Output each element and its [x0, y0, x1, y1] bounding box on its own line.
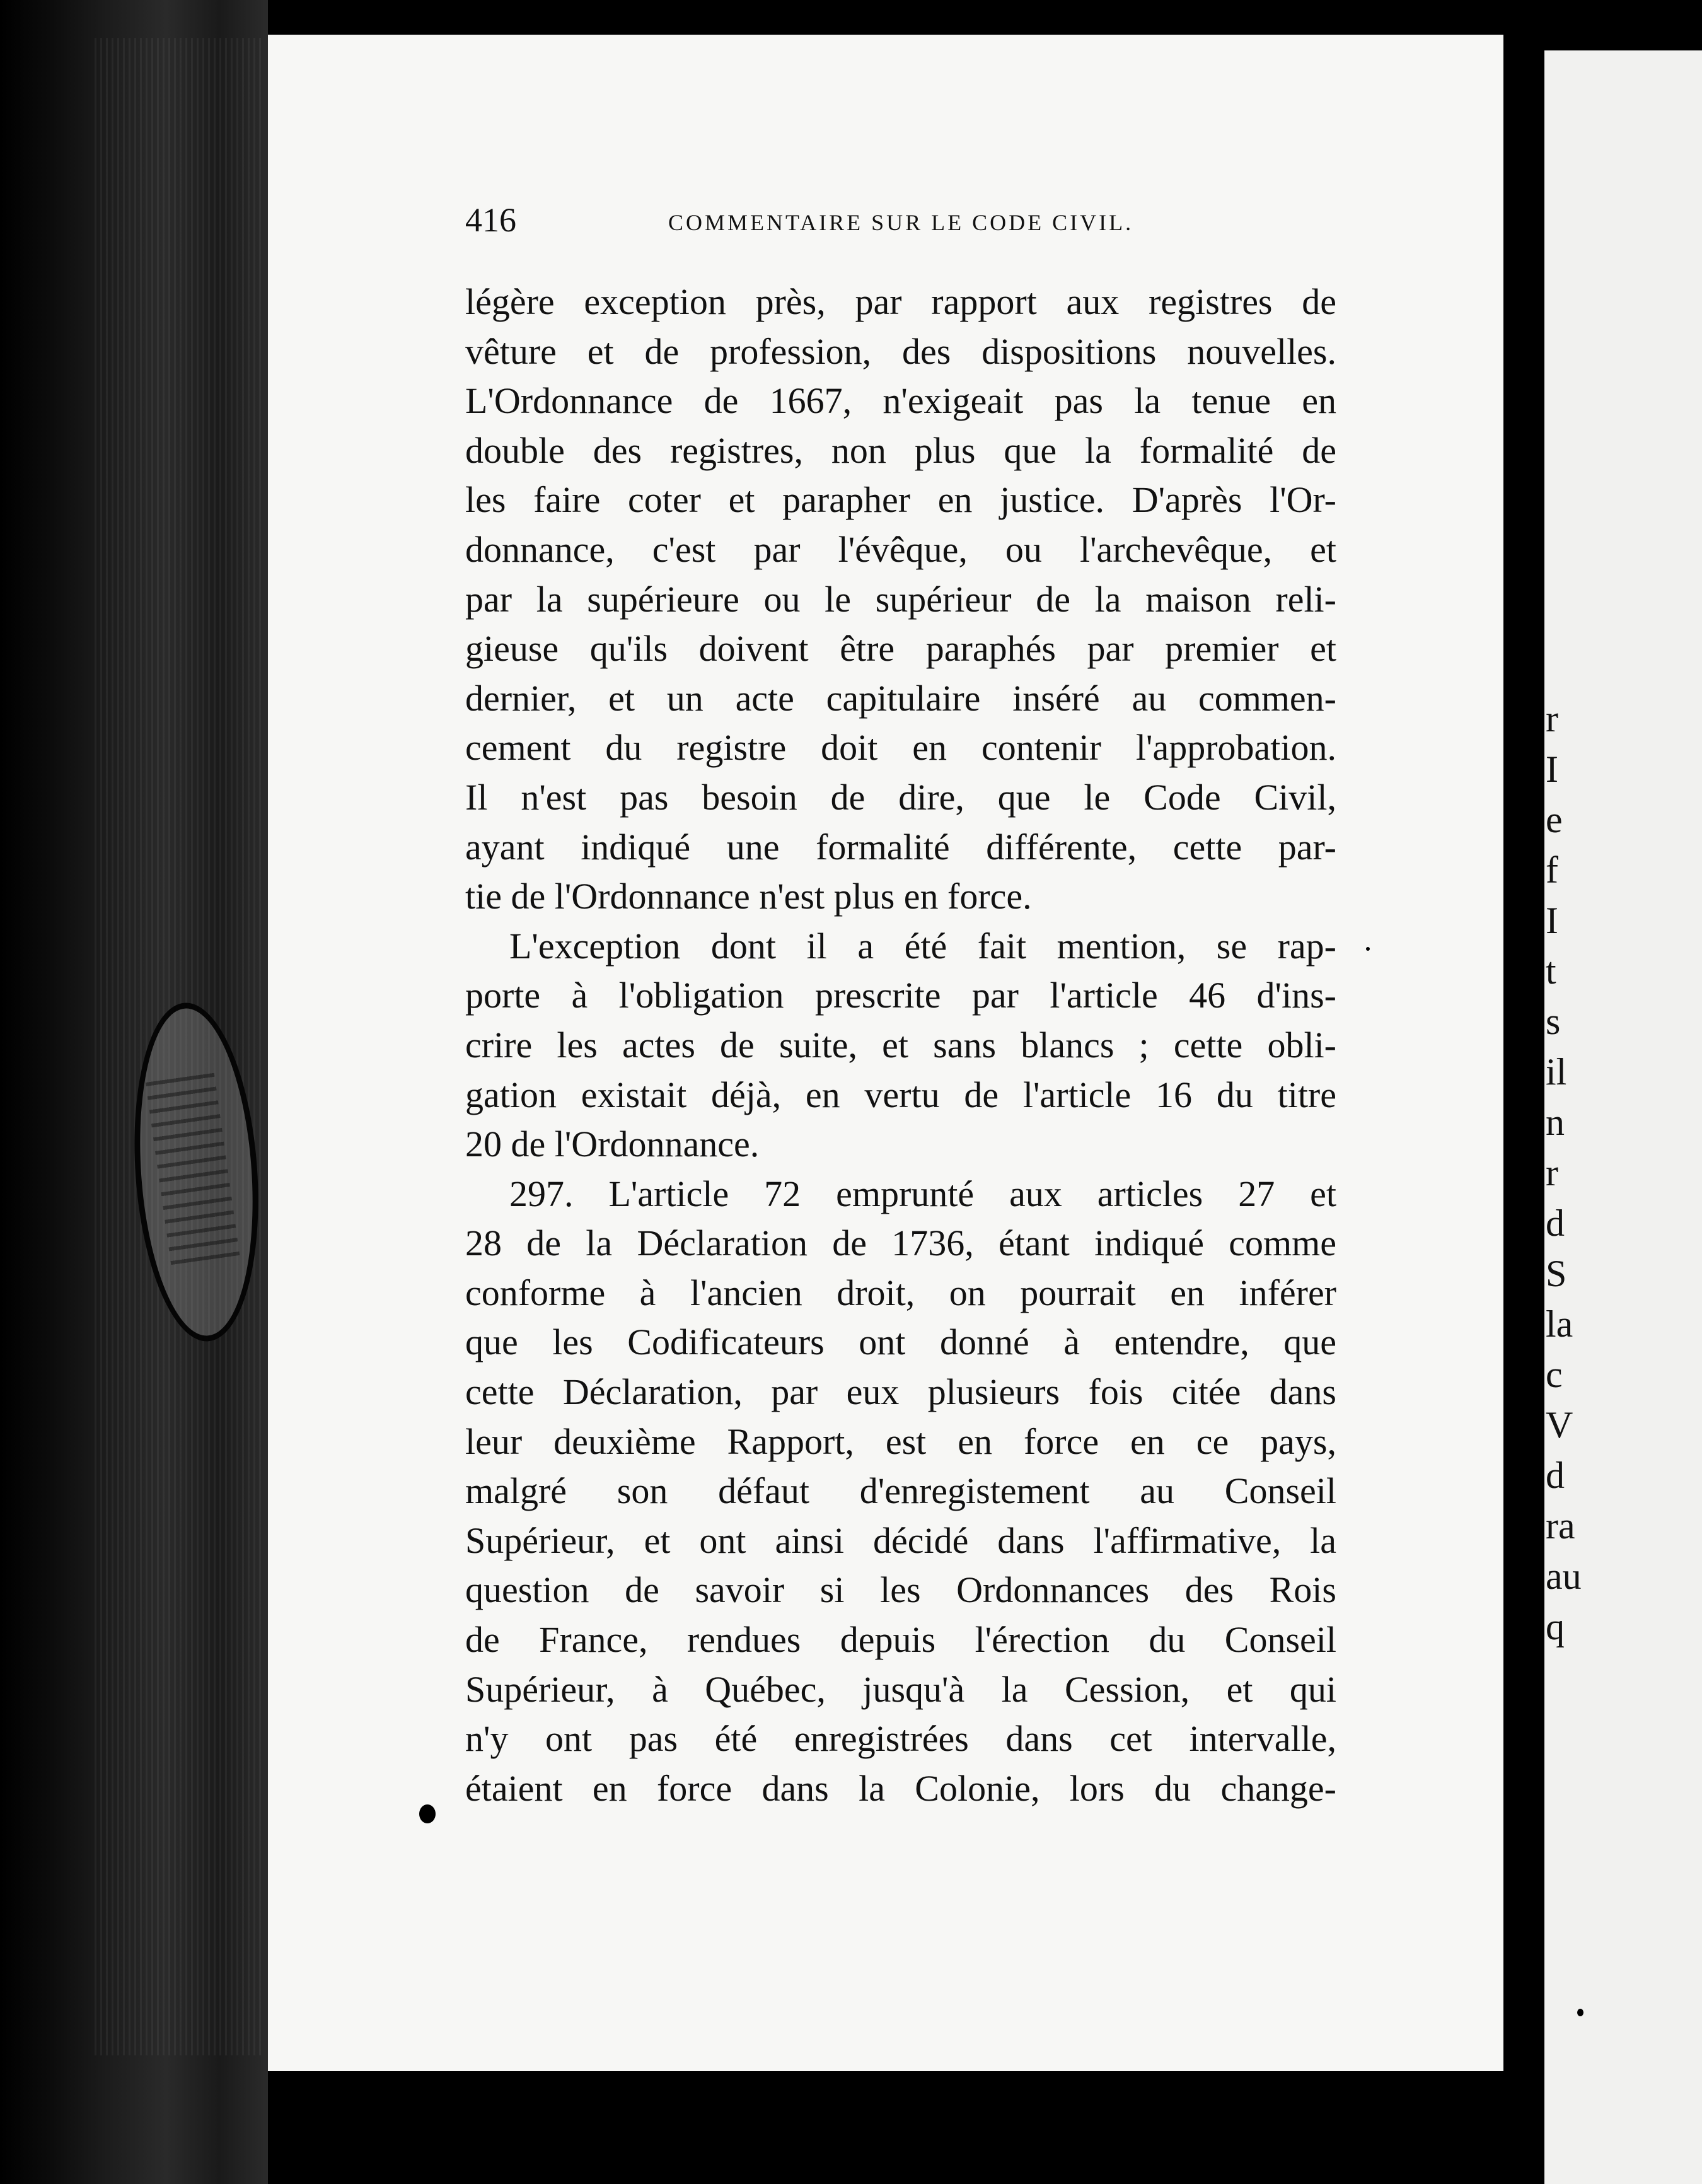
text-line: tie de l'Ordonnance n'est plus en force.: [465, 876, 1032, 917]
text-line: vêture et de profession, des dispositions nouvelles.: [465, 330, 1336, 372]
text-line: que les Codificateurs ont donné à entendre, que: [465, 1321, 1336, 1363]
text-line: Supérieur, à Québec, jusqu'à la Cession, et qui: [465, 1668, 1336, 1710]
edge-glyph: d: [1546, 1202, 1565, 1244]
page-header: [465, 200, 1348, 238]
text-line: crire les actes de suite, et sans blancs ; cette obli-: [465, 1024, 1336, 1066]
text-line: cette Déclaration, par eux plusieurs fois citée dans: [465, 1371, 1336, 1413]
text-line: n'y ont pas été enregistrées dans cet intervalle,: [465, 1718, 1336, 1760]
edge-glyph: I: [1546, 748, 1558, 790]
text-line: double des registres, non plus que la formalité de: [465, 429, 1336, 471]
edge-glyph: la: [1546, 1303, 1573, 1345]
edge-glyph: n: [1546, 1101, 1565, 1143]
text-line: cement du registre doit en contenir l'approbation.: [465, 727, 1336, 769]
edge-glyph: t: [1546, 950, 1556, 992]
page-gutter: [1503, 0, 1544, 2184]
text-line: Supérieur, et ont ainsi décidé dans l'affirmative, la: [465, 1519, 1336, 1561]
running-title: COMMENTAIRE SUR LE CODE CIVIL.: [668, 210, 1134, 235]
text-line: 20 de l'Ordonnance.: [465, 1124, 760, 1165]
text-line: question de savoir si les Ordonnances des Rois: [465, 1569, 1336, 1611]
facing-page-edge-text: [1546, 694, 1702, 1652]
text-line: ayant indiqué une formalité différente, cette par-: [465, 826, 1336, 868]
text-line: 28 de la Déclaration de 1736, étant indiqué comme: [465, 1223, 1336, 1264]
text-line: leur deuxième Rapport, est en force en ce pays,: [465, 1420, 1336, 1462]
text-line: 297. L'article 72 emprunté aux articles 27 et: [509, 1173, 1336, 1214]
edge-glyph: il: [1546, 1051, 1567, 1093]
edge-glyph: q: [1546, 1606, 1565, 1647]
text-line: porte à l'obligation prescrite par l'article 46 d'ins-: [465, 975, 1336, 1016]
text-line: conforme à l'ancien droit, on pourrait en inférer: [465, 1272, 1336, 1313]
text-line: L'exception dont il a été fait mention, se rap-: [509, 925, 1336, 967]
text-line: les faire coter et parapher en justice. D'après l'Or-: [465, 479, 1336, 521]
text-line: légère exception près, par rapport aux registres de: [465, 281, 1336, 322]
text-line: étaient en force dans la Colonie, lors du change-: [465, 1767, 1336, 1809]
edge-glyph: au: [1546, 1555, 1582, 1597]
ink-spot: [1366, 947, 1370, 951]
text-line: gieuse qu'ils doivent être paraphés par premier et: [465, 628, 1336, 670]
text-line: L'Ordonnance de 1667, n'exigeait pas la tenue en: [465, 380, 1336, 422]
text-line: donnance, c'est par l'évêque, ou l'archevêque, et: [465, 528, 1336, 570]
body-text: [465, 277, 1336, 1813]
edge-glyph: f: [1546, 849, 1558, 891]
edge-glyph: r: [1546, 1152, 1558, 1194]
text-line: gation existait déjà, en vertu de l'article 16 du titre: [465, 1074, 1336, 1115]
text-line: malgré son défaut d'enregistement au Conseil: [465, 1470, 1336, 1512]
edge-glyph: S: [1546, 1253, 1567, 1294]
page-number: 416: [465, 201, 516, 239]
ink-spot: [419, 1804, 436, 1823]
edge-glyph: ra: [1546, 1505, 1575, 1547]
text-line: dernier, et un acte capitulaire inséré au commen-: [465, 677, 1336, 719]
text-line: Il n'est pas besoin de dire, que le Code Civil,: [465, 776, 1336, 818]
edge-glyph: c: [1546, 1354, 1563, 1395]
edge-glyph: r: [1546, 698, 1558, 740]
edge-glyph: e: [1546, 799, 1563, 840]
edge-glyph: I: [1546, 900, 1558, 941]
edge-glyph: V: [1546, 1404, 1573, 1446]
text-line: de France, rendues depuis l'érection du Conseil: [465, 1619, 1336, 1661]
ink-spot: [1577, 2009, 1583, 2016]
text-line: par la supérieure ou le supérieur de la maison reli-: [465, 578, 1336, 620]
edge-glyph: s: [1546, 1001, 1561, 1042]
edge-glyph: d: [1546, 1455, 1565, 1496]
